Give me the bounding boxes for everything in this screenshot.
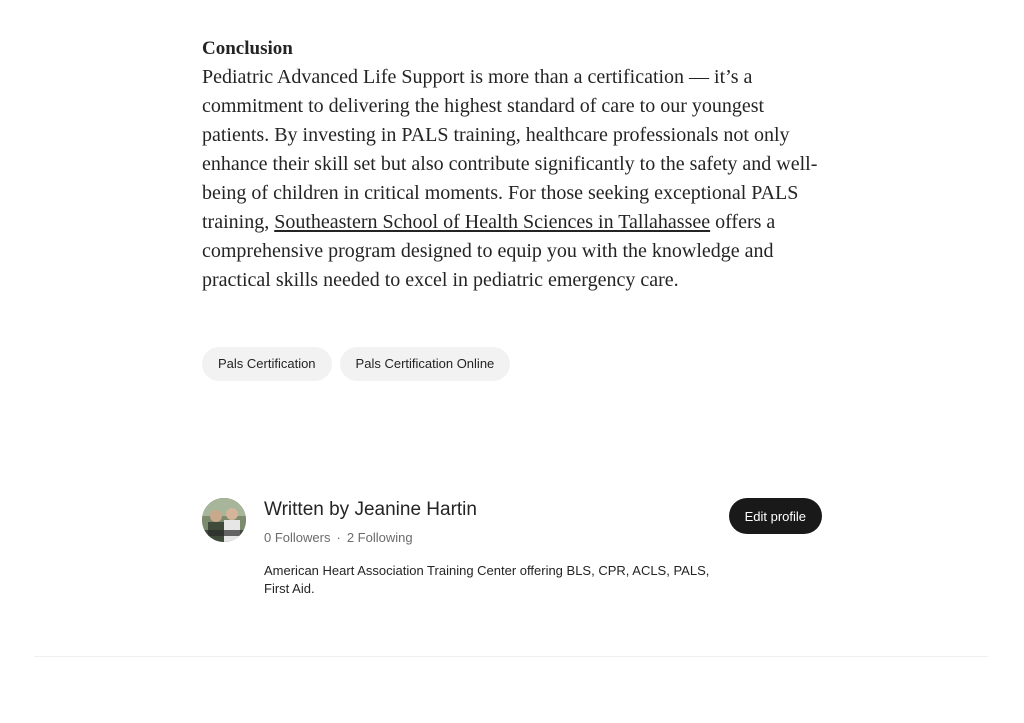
- following-count[interactable]: 2 Following: [346, 530, 413, 545]
- avatar[interactable]: [202, 498, 246, 542]
- followers-count[interactable]: 0 Followers: [264, 530, 331, 545]
- school-link[interactable]: Southeastern School of Health Sciences in Tallahassee: [274, 211, 711, 233]
- author-bio: American Heart Association Training Center offering BLS, CPR, ACLS, PALS, First Aid.: [264, 563, 710, 596]
- conclusion-paragraph: [202, 63, 824, 295]
- author-stats: [264, 530, 413, 546]
- paragraph-text-after-link: offers a comprehensive program designed to equip you with the knowledge and practical skills needed to excel in pediatric emergency care.: [202, 211, 776, 291]
- author-section: [202, 498, 822, 608]
- tag-list: [202, 347, 510, 381]
- author-name[interactable]: Written by Jeanine Hartin: [264, 499, 477, 520]
- article-body: [202, 34, 824, 295]
- tag-pals-certification-online[interactable]: Pals Certification Online: [340, 347, 511, 381]
- divider: [34, 656, 988, 657]
- tag-pals-certification[interactable]: Pals Certification: [202, 347, 332, 381]
- edit-profile-button[interactable]: Edit profile: [729, 498, 822, 534]
- stats-separator: ·: [336, 530, 341, 545]
- author-photo-icon: [202, 498, 246, 542]
- paragraph-text-before-link: Pediatric Advanced Life Support is more than a certification — it’s a commitment to delivering the highest standard of care to our youngest patients. By investing in PALS training, healthcare professionals not only enhance their skill set but also contribute significantly to the safety and well-being of children in critical moments. For those seeking exceptional PALS training,: [202, 66, 818, 233]
- section-heading: Conclusion: [202, 38, 293, 59]
